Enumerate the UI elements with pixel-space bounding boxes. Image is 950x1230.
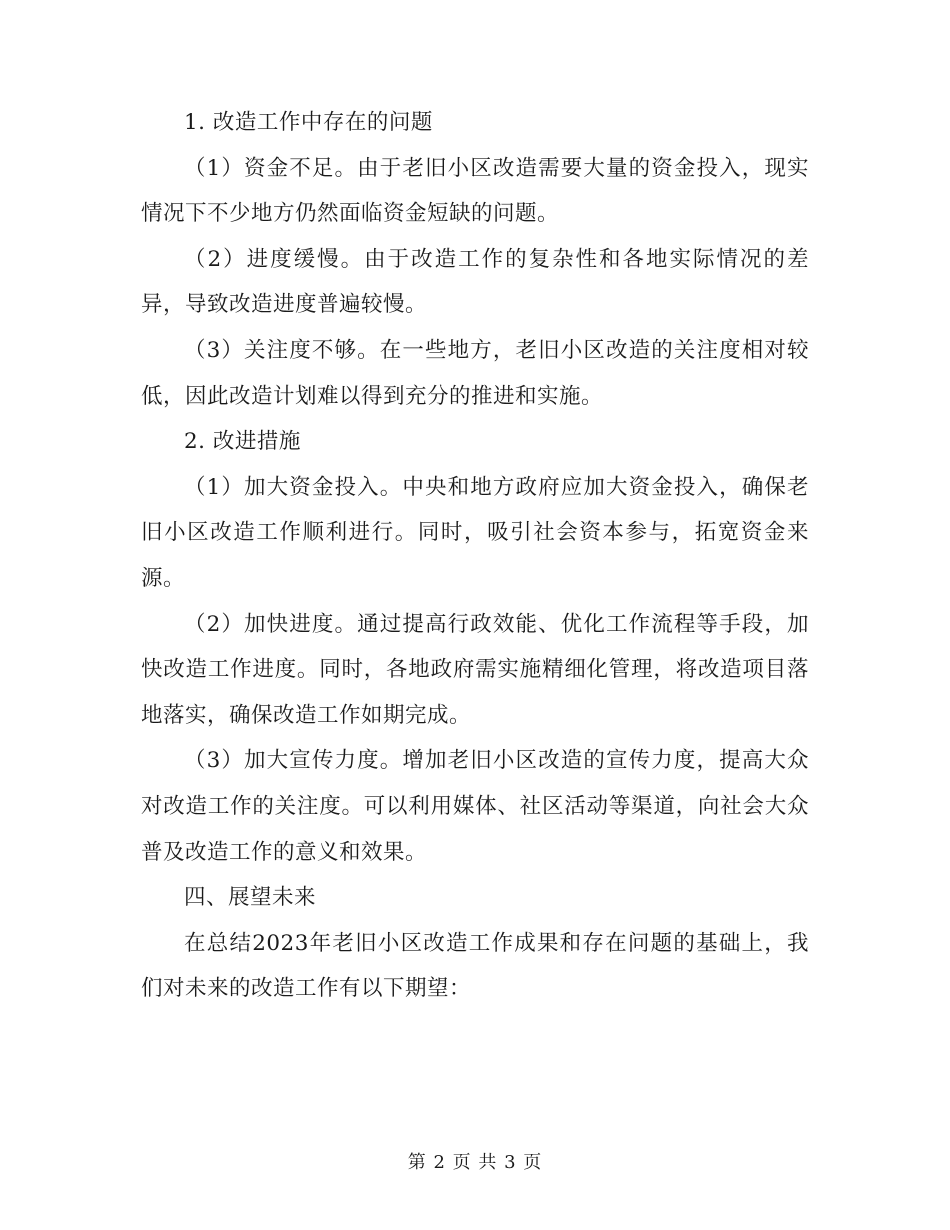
paragraph-slow-progress: （2）进度缓慢。由于改造工作的复杂性和各地实际情况的差异，导致改造进度普遍较慢。 bbox=[141, 246, 809, 318]
paragraph-low-attention: （3）关注度不够。在一些地方，老旧小区改造的关注度相对较低，因此改造计划难以得到充分的推进和实施。 bbox=[141, 337, 809, 409]
paragraph-publicity: （3）加大宣传力度。增加老旧小区改造的宣传力度，提高大众对改造工作的关注度。可以利用媒体、社区活动等渠道，向社会大众普及改造工作的意义和效果。 bbox=[141, 748, 809, 865]
heading-outlook: 四、展望未来 bbox=[184, 885, 317, 911]
heading-improvements: 2. 改进措施 bbox=[184, 429, 301, 455]
page-number: 第 2 页 共 3 页 bbox=[407, 1152, 543, 1173]
paragraph-speed-up: （2）加快进度。通过提高行政效能、优化工作流程等手段，加快改造工作进度。同时，各地政府需实施精细化管理，将改造项目落地落实，确保改造工作如期完成。 bbox=[141, 611, 809, 728]
paragraph-funding-shortage: （1）资金不足。由于老旧小区改造需要大量的资金投入，现实情况下不少地方仍然面临资金短缺的问题。 bbox=[141, 155, 809, 227]
paragraph-increase-funding: （1）加大资金投入。中央和地方政府应加大资金投入，确保老旧小区改造工作顺利进行。同时，吸引社会资本参与，拓宽资金来源。 bbox=[141, 474, 809, 591]
paragraph-outlook-intro: 在总结2023年老旧小区改造工作成果和存在问题的基础上，我们对未来的改造工作有以下期望： bbox=[141, 930, 809, 1002]
heading-problems: 1. 改造工作中存在的问题 bbox=[184, 110, 433, 135]
document-body bbox=[141, 100, 809, 1012]
